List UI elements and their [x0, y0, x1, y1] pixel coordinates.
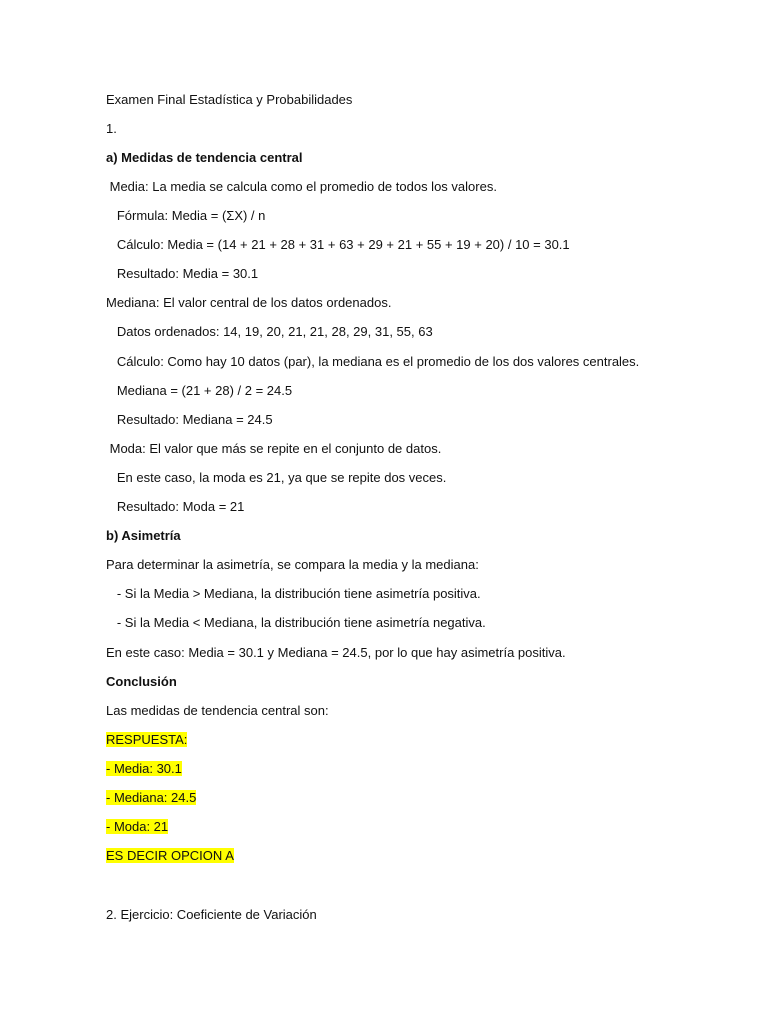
- document-title: Examen Final Estadística y Probabilidades: [106, 92, 353, 107]
- section-a-heading: a) Medidas de tendencia central: [106, 150, 303, 165]
- question-1-number: 1.: [106, 121, 117, 136]
- answer-media: [106, 760, 182, 778]
- mediana-intro: Mediana: El valor central de los datos ordenados.: [106, 295, 392, 310]
- section-b-heading: b) Asimetría: [106, 528, 181, 543]
- moda-explanation: En este caso, la moda es 21, ya que se repite dos veces.: [106, 470, 447, 485]
- media-formula: Fórmula: Media = (ΣX) / n: [106, 208, 266, 223]
- asimetria-intro: Para determinar la asimetría, se compara la media y la mediana:: [106, 557, 479, 572]
- answer-media-highlight: - Media: 30.1: [106, 761, 182, 776]
- mediana-sorted-data: Datos ordenados: 14, 19, 20, 21, 21, 28, 29, 31, 55, 63: [106, 324, 433, 339]
- answer-option: [106, 847, 234, 865]
- media-result: Resultado: Media = 30.1: [106, 266, 259, 281]
- conclusion-heading: Conclusión: [106, 674, 177, 689]
- answer-option-highlight: ES DECIR OPCION A: [106, 848, 234, 863]
- answer-mediana: [106, 789, 196, 807]
- question-2-heading: 2. Ejercicio: Coeficiente de Variación: [106, 907, 317, 922]
- asimetria-positive-rule: - Si la Media > Mediana, la distribución tiene asimetría positiva.: [106, 586, 481, 601]
- answer-moda-highlight: - Moda: 21: [106, 819, 169, 834]
- answer-mediana-highlight: - Mediana: 24.5: [106, 790, 197, 805]
- mediana-result: Resultado: Mediana = 24.5: [106, 412, 273, 427]
- mediana-formula: Mediana = (21 + 28) / 2 = 24.5: [106, 383, 293, 398]
- moda-result: Resultado: Moda = 21: [106, 499, 245, 514]
- asimetria-negative-rule: - Si la Media < Mediana, la distribución tiene asimetría negativa.: [106, 615, 486, 630]
- answer-moda: [106, 818, 168, 836]
- conclusion-text: Las medidas de tendencia central son:: [106, 703, 329, 718]
- respuesta-label-highlight: RESPUESTA:: [106, 732, 188, 747]
- media-calculation: Cálculo: Media = (14 + 21 + 28 + 31 + 63 + 29 + 21 + 55 + 19 + 20) / 10 = 30.1: [106, 237, 570, 252]
- asimetria-case: En este caso: Media = 30.1 y Mediana = 24.5, por lo que hay asimetría positiva.: [106, 645, 566, 660]
- mediana-calculation: Cálculo: Como hay 10 datos (par), la mediana es el promedio de los dos valores centrales.: [106, 354, 640, 369]
- respuesta-label: [106, 731, 187, 749]
- media-intro: Media: La media se calcula como el promedio de todos los valores.: [106, 179, 497, 194]
- moda-intro: Moda: El valor que más se repite en el conjunto de datos.: [106, 441, 442, 456]
